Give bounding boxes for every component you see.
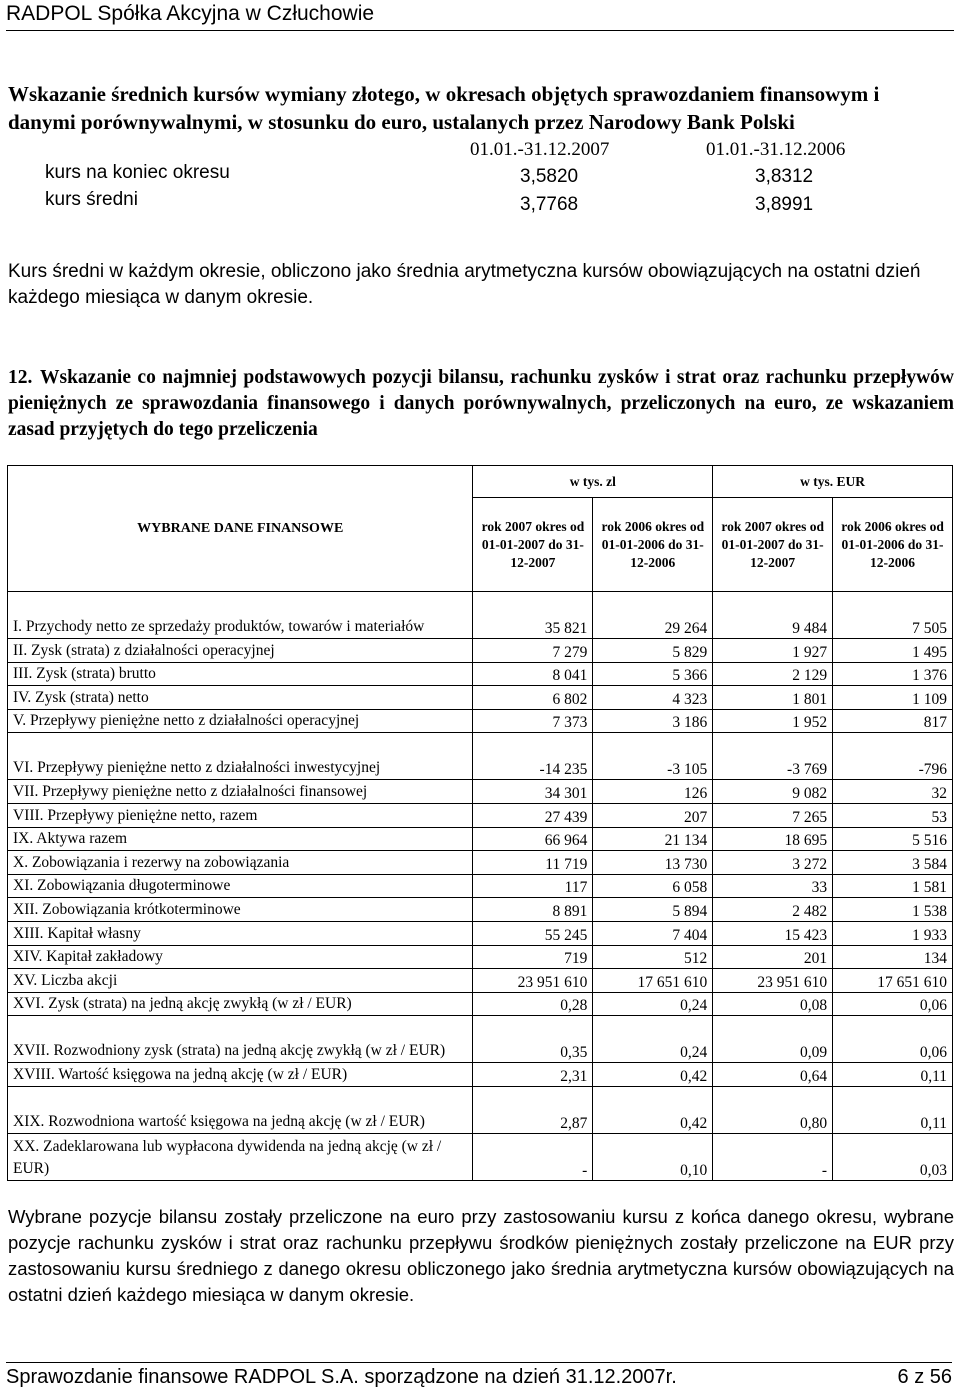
- row-value: 719: [473, 945, 593, 969]
- table-row: [8, 780, 953, 804]
- row-label: XVII. Rozwodniony zysk (strata) na jedną akcję zwykłą (w zł / EUR): [8, 1016, 473, 1063]
- row-value: 6 802: [473, 686, 593, 710]
- rates-period-2007: 01.01.-31.12.2007: [470, 139, 610, 160]
- row-value: 1 801: [713, 686, 833, 710]
- row-value: 7 265: [713, 803, 833, 827]
- table-title: WYBRANE DANE FINANSOWE: [8, 466, 473, 592]
- row-label: XI. Zobowiązania długoterminowe: [8, 874, 473, 898]
- row-value: 8 041: [473, 662, 593, 686]
- row-value: 9 484: [713, 592, 833, 639]
- row-label: VI. Przepływy pieniężne netto z działalności inwestycyjnej: [8, 733, 473, 780]
- row-value: 2,87: [473, 1086, 593, 1133]
- row-value: 7 373: [473, 709, 593, 733]
- section-12-text: Wskazanie co najmniej podstawowych pozycji bilansu, rachunku zysków i strat oraz rachunku przepływów pieniężnych ze sprawozdania finansowego i danych porównywalnych, przeliczonych na euro, ze wskazaniem zasad przyjętych do tego przeliczenia: [8, 367, 954, 440]
- table-row: [8, 639, 953, 663]
- row-value: 7 404: [593, 921, 713, 945]
- row-value: 0,09: [713, 1016, 833, 1063]
- row-label: IX. Aktywa razem: [8, 827, 473, 851]
- row-label: VIII. Przepływy pieniężne netto, razem: [8, 803, 473, 827]
- row-value: -: [473, 1133, 593, 1180]
- table-row: [8, 1086, 953, 1133]
- row-value: -3 105: [593, 733, 713, 780]
- row-value: -796: [833, 733, 953, 780]
- table-row: [8, 1133, 953, 1180]
- table-row: [8, 969, 953, 993]
- footer-document-title: Sprawozdanie finansowe RADPOL S.A. sporządzone na dzień 31.12.2007r.: [6, 1366, 677, 1388]
- row-label: XIX. Rozwodniona wartość księgowa na jedną akcję (w zł / EUR): [8, 1086, 473, 1133]
- section-title: Wskazanie średnich kursów wymiany złotego, w okresach objętych sprawozdaniem finansowym i danymi porównywalnymi, w stosunku do euro, ustalanych przez Narodowy Bank Polski: [8, 82, 880, 134]
- rates-row-label: kurs na koniec okresu: [45, 162, 230, 183]
- table-row: [8, 662, 953, 686]
- row-value: 11 719: [473, 851, 593, 875]
- row-value: 9 082: [713, 780, 833, 804]
- row-label: V. Przepływy pieniężne netto z działalności operacyjnej: [8, 709, 473, 733]
- group-header-eur: w tys. EUR: [713, 466, 953, 498]
- row-label: X. Zobowiązania i rezerwy na zobowiązania: [8, 851, 473, 875]
- rates-row-label: kurs średni: [45, 189, 138, 210]
- table-row: [8, 686, 953, 710]
- row-value: 0,80: [713, 1086, 833, 1133]
- row-value: 34 301: [473, 780, 593, 804]
- row-value: 0,35: [473, 1016, 593, 1063]
- row-label: XV. Liczba akcji: [8, 969, 473, 993]
- row-value: 3 584: [833, 851, 953, 875]
- row-value: 3 272: [713, 851, 833, 875]
- row-value: 1 927: [713, 639, 833, 663]
- row-value: 53: [833, 803, 953, 827]
- rates-row-value: 3,5820: [520, 166, 579, 187]
- row-value: 23 951 610: [473, 969, 593, 993]
- row-value: 0,10: [593, 1133, 713, 1180]
- row-value: 23 951 610: [713, 969, 833, 993]
- table-row: [8, 1016, 953, 1063]
- rates-row-value: 3,8991: [755, 194, 814, 215]
- row-label: XVIII. Wartość księgowa na jedną akcję (w zł / EUR): [8, 1063, 473, 1087]
- row-value: 0,03: [833, 1133, 953, 1180]
- row-value: 1 109: [833, 686, 953, 710]
- column-header: rok 2007 okres od 01-01-2007 do 31-12-2007: [473, 498, 593, 592]
- row-value: 21 134: [593, 827, 713, 851]
- row-value: 2,31: [473, 1063, 593, 1087]
- row-value: 5 516: [833, 827, 953, 851]
- row-value: 1 376: [833, 662, 953, 686]
- row-value: 5 829: [593, 639, 713, 663]
- row-value: 55 245: [473, 921, 593, 945]
- table-row: [8, 827, 953, 851]
- row-value: 17 651 610: [833, 969, 953, 993]
- row-label: XIII. Kapitał własny: [8, 921, 473, 945]
- row-value: 1 495: [833, 639, 953, 663]
- row-value: 1 581: [833, 874, 953, 898]
- page-header-company: RADPOL Spółka Akcyjna w Człuchowie: [6, 2, 375, 25]
- row-value: 0,28: [473, 992, 593, 1016]
- table-row: [8, 992, 953, 1016]
- table-row: [8, 921, 953, 945]
- section-12-heading: [8, 365, 954, 443]
- row-value: 0,24: [593, 992, 713, 1016]
- row-value: -: [713, 1133, 833, 1180]
- table-row: [8, 945, 953, 969]
- table-row: [8, 874, 953, 898]
- row-value: 3 186: [593, 709, 713, 733]
- financial-data-table: [7, 465, 953, 1181]
- row-label: XVI. Zysk (strata) na jedną akcję zwykłą (w zł / EUR): [8, 992, 473, 1016]
- rates-row-value: 3,7768: [520, 194, 579, 215]
- column-header: rok 2007 okres od 01-01-2007 do 31-12-2007: [713, 498, 833, 592]
- row-value: -14 235: [473, 733, 593, 780]
- row-value: 1 952: [713, 709, 833, 733]
- column-header: rok 2006 okres od 01-01-2006 do 31-12-2006: [593, 498, 713, 592]
- row-value: 1 933: [833, 921, 953, 945]
- row-value: 0,64: [713, 1063, 833, 1087]
- row-value: 207: [593, 803, 713, 827]
- row-value: 0,08: [713, 992, 833, 1016]
- row-label: II. Zysk (strata) z działalności operacyjnej: [8, 639, 473, 663]
- row-value: 134: [833, 945, 953, 969]
- row-label: VII. Przepływy pieniężne netto z działalności finansowej: [8, 780, 473, 804]
- row-value: 17 651 610: [593, 969, 713, 993]
- row-value: 15 423: [713, 921, 833, 945]
- row-value: 0,11: [833, 1063, 953, 1087]
- group-header-pln: w tys. zl: [473, 466, 713, 498]
- row-value: 817: [833, 709, 953, 733]
- average-rate-note: Kurs średni w każdym okresie, obliczono jako średnia arytmetyczna kursów obowiązujących na ostatni dzień każdego miesiąca w danym okresie.: [8, 261, 921, 308]
- row-value: 1 538: [833, 898, 953, 922]
- table-row: [8, 1063, 953, 1087]
- row-label: III. Zysk (strata) brutto: [8, 662, 473, 686]
- row-value: -3 769: [713, 733, 833, 780]
- row-value: 6 058: [593, 874, 713, 898]
- row-value: 8 891: [473, 898, 593, 922]
- row-value: 4 323: [593, 686, 713, 710]
- row-value: 18 695: [713, 827, 833, 851]
- row-value: 35 821: [473, 592, 593, 639]
- row-value: 0,24: [593, 1016, 713, 1063]
- row-label: IV. Zysk (strata) netto: [8, 686, 473, 710]
- table-row: [8, 733, 953, 780]
- row-value: 126: [593, 780, 713, 804]
- row-value: 32: [833, 780, 953, 804]
- row-value: 13 730: [593, 851, 713, 875]
- table-row: [8, 803, 953, 827]
- row-value: 5 894: [593, 898, 713, 922]
- row-value: 2 129: [713, 662, 833, 686]
- column-header: rok 2006 okres od 01-01-2006 do 31-12-2006: [833, 498, 953, 592]
- row-value: 33: [713, 874, 833, 898]
- row-value: 201: [713, 945, 833, 969]
- conversion-note: Wybrane pozycje bilansu zostały przeliczone na euro przy zastosowaniu kursu z końca danego okresu, wybrane pozycje rachunku zysków i strat oraz rachunku przepływu środków pieniężnych zostały przeliczone na EUR przy zastosowaniu kursu średniego z danego okresu obliczonego jako średnia arytmetyczna kursów obowiązujących na ostatni dzień każdego miesiąca w danym okresie.: [8, 1206, 954, 1305]
- table-row: [8, 709, 953, 733]
- rates-row-value: 3,8312: [755, 166, 814, 187]
- row-value: 5 366: [593, 662, 713, 686]
- row-label: XII. Zobowiązania krótkoterminowe: [8, 898, 473, 922]
- row-value: 7 505: [833, 592, 953, 639]
- table-row: [8, 851, 953, 875]
- row-label: XIV. Kapitał zakładowy: [8, 945, 473, 969]
- row-value: 27 439: [473, 803, 593, 827]
- header-divider: [6, 30, 954, 31]
- table-row: [8, 592, 953, 639]
- row-value: 0,06: [833, 1016, 953, 1063]
- row-value: 66 964: [473, 827, 593, 851]
- row-value: 0,42: [593, 1063, 713, 1087]
- row-value: 0,06: [833, 992, 953, 1016]
- footer-divider: [6, 1362, 952, 1363]
- row-label: I. Przychody netto ze sprzedaży produktów, towarów i materiałów: [8, 592, 473, 639]
- row-value: 117: [473, 874, 593, 898]
- row-value: 512: [593, 945, 713, 969]
- row-label: XX. Zadeklarowana lub wypłacona dywidenda na jedną akcję (w zł / EUR): [8, 1133, 473, 1180]
- rates-period-2006: 01.01.-31.12.2006: [706, 139, 846, 160]
- table-row: [8, 898, 953, 922]
- row-value: 0,42: [593, 1086, 713, 1133]
- row-value: 7 279: [473, 639, 593, 663]
- footer-page-number: 6 z 56: [897, 1366, 952, 1388]
- row-value: 0,11: [833, 1086, 953, 1133]
- row-value: 2 482: [713, 898, 833, 922]
- row-value: 29 264: [593, 592, 713, 639]
- section-number: 12.: [8, 367, 33, 388]
